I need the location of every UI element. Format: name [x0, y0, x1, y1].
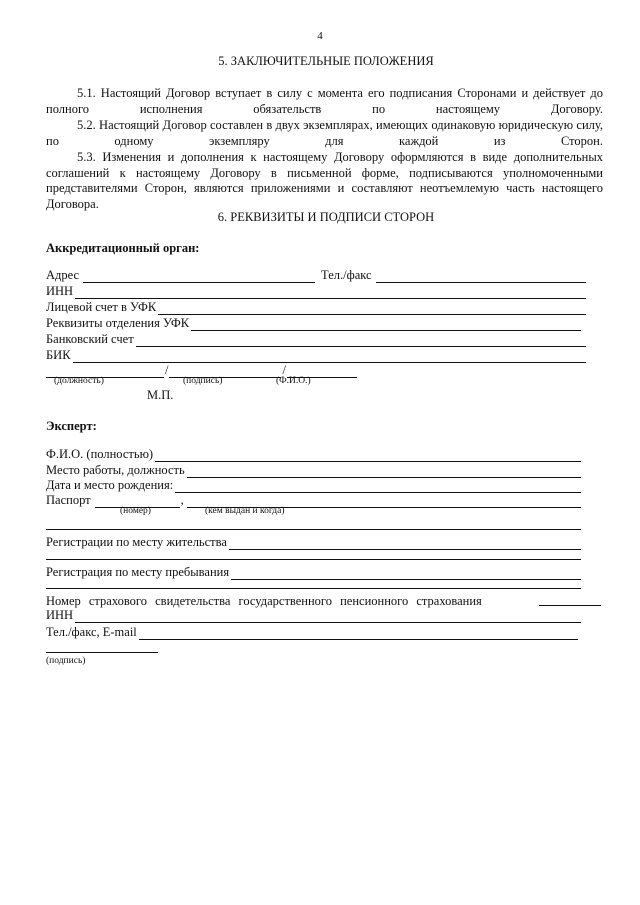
caption-passport-number: (номер) [120, 506, 151, 516]
page-number: 4 [317, 30, 323, 42]
slash-1: / [165, 363, 169, 377]
caption-signature: (подпись) [183, 376, 223, 386]
reg-residence-row [46, 534, 581, 550]
insurance-field[interactable] [539, 605, 601, 606]
section-6-title: 6. РЕКВИЗИТЫ И ПОДПИСИ СТОРОН [217, 210, 435, 224]
birth-label: Дата и место рождения: [46, 478, 174, 492]
workplace-label: Место работы, должность [46, 463, 185, 477]
contact-field[interactable] [139, 627, 578, 640]
contact-row [46, 624, 578, 640]
full-name-row [46, 446, 581, 462]
caption-name: (Ф.И.О.) [276, 376, 311, 386]
section-5-title: 5. ЗАКЛЮЧИТЕЛЬНЫЕ ПОЛОЖЕНИЯ [218, 54, 434, 68]
account-row [46, 299, 586, 315]
address-row [46, 267, 586, 283]
reg-residence-label: Регистрации по месту жительства [46, 535, 227, 549]
inn-row [46, 283, 586, 299]
full-name-label: Ф.И.О. (полностью) [46, 447, 154, 461]
clause-5-1: 5.1. Настоящий Договор вступает в силу с момента его подписания Сторонами и действует до полного исполнения обязательств по настоящему Договору. [46, 86, 603, 116]
bank-account-field[interactable] [136, 334, 586, 347]
blank-line-2[interactable] [46, 559, 581, 560]
ufk-details-field[interactable] [191, 318, 581, 331]
expert-signature-field[interactable] [46, 652, 158, 653]
expert-heading: Эксперт: [46, 419, 97, 433]
bank-account-row [46, 331, 586, 347]
clause-5-3: 5.3. Изменения и дополнения к настоящему Договору оформляются в виде дополнительных соглашений к настоящему Договору в письменной форме, подписываются уполномоченными представителями Сторон, являются приложениями и составляют неотъемлемую часть настоящего Договора. [46, 150, 603, 211]
ufk-details-row [46, 315, 581, 331]
bank-account-label: Банковский счет [46, 332, 134, 346]
inn-field[interactable] [75, 286, 586, 299]
address-label: Адрес [46, 268, 80, 282]
inn-label: ИНН [46, 284, 74, 298]
slash-2: / [282, 363, 286, 377]
caption-passport-issued: (кем выдан и когда) [205, 506, 285, 516]
address-field[interactable] [83, 270, 315, 283]
expert-inn-label: ИНН [46, 608, 74, 622]
passport-comma: , [180, 493, 184, 507]
contact-label: Тел./факс, E-mail [46, 625, 137, 639]
blank-line-3[interactable] [46, 588, 581, 589]
bik-row [46, 347, 586, 363]
phone-fax-field[interactable] [376, 270, 586, 283]
caption-position: (должность) [54, 376, 104, 386]
reg-residence-field[interactable] [229, 537, 581, 550]
caption-expert-signature: (подпись) [46, 656, 86, 666]
phone-fax-label: Тел./факс [321, 268, 372, 282]
birth-row [46, 477, 581, 493]
stamp-placeholder: М.П. [147, 388, 174, 402]
reg-stay-label: Регистрация по месту пребывания [46, 565, 230, 579]
bik-label: БИК [46, 348, 71, 362]
blank-line-1[interactable] [46, 529, 581, 530]
full-name-field[interactable] [155, 449, 581, 462]
insurance-label: Номер страхового свидетельства государственного пенсионного страхования [46, 594, 482, 608]
account-field[interactable] [158, 302, 586, 315]
ufk-details-label: Реквизиты отделения УФК [46, 316, 190, 330]
expert-inn-row [46, 607, 581, 623]
workplace-row [46, 462, 581, 478]
reg-stay-field[interactable] [231, 567, 581, 580]
account-label: Лицевой счет в УФК [46, 300, 157, 314]
clause-5-2: 5.2. Настоящий Договор составлен в двух экземплярах, имеющих одинаковую юридическую силу, по одному экземпляру для каждой из Сторон. [46, 118, 603, 148]
reg-stay-row [46, 564, 581, 580]
accreditation-heading: Аккредитационный орган: [46, 241, 200, 255]
expert-inn-field[interactable] [75, 610, 581, 623]
passport-label: Паспорт [46, 493, 91, 507]
